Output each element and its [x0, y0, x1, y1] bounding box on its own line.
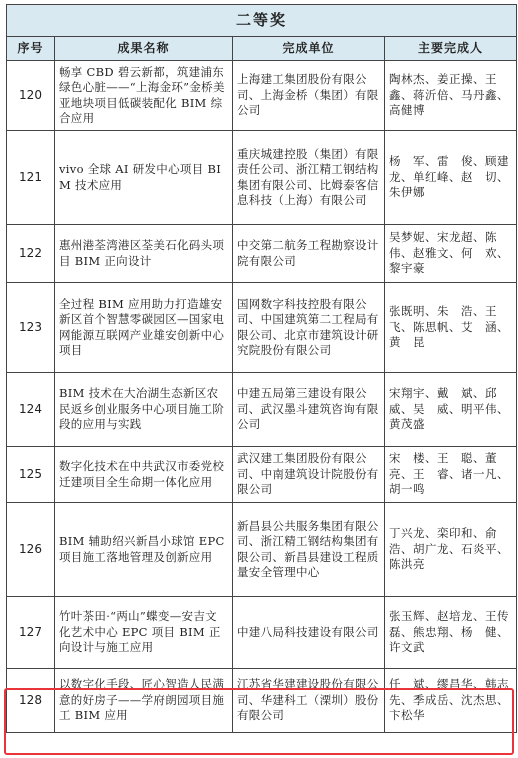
- table-row: [7, 131, 517, 225]
- row-project-name: 数字化技术在中共武汉市委党校迁建项目全生命期一体化应用: [55, 447, 233, 503]
- row-people: 吴梦妮、宋龙超、陈 伟、赵雅文、何 欢、黎宇豪: [385, 225, 517, 283]
- row-people: 宋 楼、王 聪、董 亮、王 睿、诸一凡、胡一鸣: [385, 447, 517, 503]
- column-header-name: 成果名称: [55, 37, 233, 61]
- table-row: [7, 447, 517, 503]
- table-row: [7, 503, 517, 597]
- row-unit: 重庆城建控股（集团）有限责任公司、浙江精工钢结构集团有限公司、比姆泰客信息科技（上海）有限公司: [233, 131, 385, 225]
- row-people: 张既明、朱 浩、王 飞、陈思帆、艾 涵、黄 昆: [385, 283, 517, 373]
- row-number: 121: [7, 131, 55, 225]
- row-people: 陶林杰、姜正操、王 鑫、蒋沂倍、马丹鑫、高健博: [385, 61, 517, 131]
- table-title: 二等奖: [7, 5, 517, 37]
- row-unit: 中建八局科技建设有限公司: [233, 597, 385, 669]
- row-unit: 新昌县公共服务集团有限公司、浙江精工钢结构集团有限公司、新昌县建设工程质量安全管理中心: [233, 503, 385, 597]
- row-number: 124: [7, 373, 55, 447]
- row-project-name: 竹叶茶田·“两山”蝶变—安吉文化艺术中心 EPC 项目 BIM 正向设计与施工应用: [55, 597, 233, 669]
- row-unit: 中交第二航务工程勘察设计院有限公司: [233, 225, 385, 283]
- table-header-row: [7, 37, 517, 61]
- column-header-unit: 完成单位: [233, 37, 385, 61]
- row-project-name: 全过程 BIM 应用助力打造雄安新区首个智慧零碳园区—国家电网能源互联网产业雄安创新中心项目: [55, 283, 233, 373]
- row-project-name: vivo 全球 AI 研发中心项目 BIM 技术应用: [55, 131, 233, 225]
- row-number: 122: [7, 225, 55, 283]
- row-project-name: 以数字化手段、匠心智造人民满意的好房子——学府朗园项目施工 BIM 应用: [55, 669, 233, 733]
- row-project-name: BIM 技术在大冶湖生态新区农民返乡创业服务中心项目施工阶段的应用与实践: [55, 373, 233, 447]
- column-header-no: 序号: [7, 37, 55, 61]
- row-number: 123: [7, 283, 55, 373]
- row-people: 张玉辉、赵培龙、王传磊、熊忠翔、杨 健、许文武: [385, 597, 517, 669]
- row-project-name: BIM 辅助绍兴新昌小球馆 EPC 项目施工落地管理及创新应用: [55, 503, 233, 597]
- row-unit: 中建五局第三建设有限公司、武汉墨斗建筑咨询有限公司: [233, 373, 385, 447]
- row-number: 127: [7, 597, 55, 669]
- row-unit: 上海建工集团股份有限公司、上海金桥（集团）有限公司: [233, 61, 385, 131]
- row-number: 120: [7, 61, 55, 131]
- award-table: [6, 4, 517, 733]
- row-project-name: 畅享 CBD 碧云新都，筑建浦东绿色心脏——“上海金环”金桥美亚地块项目低碳装配化 BIM 综合应用: [55, 61, 233, 131]
- column-header-people: 主要完成人: [385, 37, 517, 61]
- row-people: 任 斌、缪昌华、韩志先、季成岳、沈杰思、卞松华: [385, 669, 517, 733]
- table-row: [7, 283, 517, 373]
- table-row-highlighted: [7, 669, 517, 733]
- row-unit: 武汉建工集团股份有限公司、中南建筑设计院股份有限公司: [233, 447, 385, 503]
- row-people: 杨 军、雷 俊、顾建龙、单红峰、赵 切、朱伊娜: [385, 131, 517, 225]
- row-number: 125: [7, 447, 55, 503]
- table-title-row: [7, 5, 517, 37]
- table-row: [7, 225, 517, 283]
- table-row: [7, 597, 517, 669]
- row-people: 丁兴龙、栾印和、俞 浩、胡广龙、石炎平、陈洪亮: [385, 503, 517, 597]
- row-unit: 国网数字科技控股有限公司、中国建筑第二工程局有限公司、北京市建筑设计研究院股份有限公司: [233, 283, 385, 373]
- row-people: 宋翔宇、戴 斌、邱 威、吴 威、明平伟、黄茂盛: [385, 373, 517, 447]
- row-number: 126: [7, 503, 55, 597]
- table-row: [7, 61, 517, 131]
- table-row: [7, 373, 517, 447]
- row-project-name: 惠州港荃湾港区荃美石化码头项目 BIM 正向设计: [55, 225, 233, 283]
- row-unit: 江苏省华建建设股份有限公司、华建科工（溧圳）股份有限公司: [233, 669, 385, 733]
- row-number: 128: [7, 669, 55, 733]
